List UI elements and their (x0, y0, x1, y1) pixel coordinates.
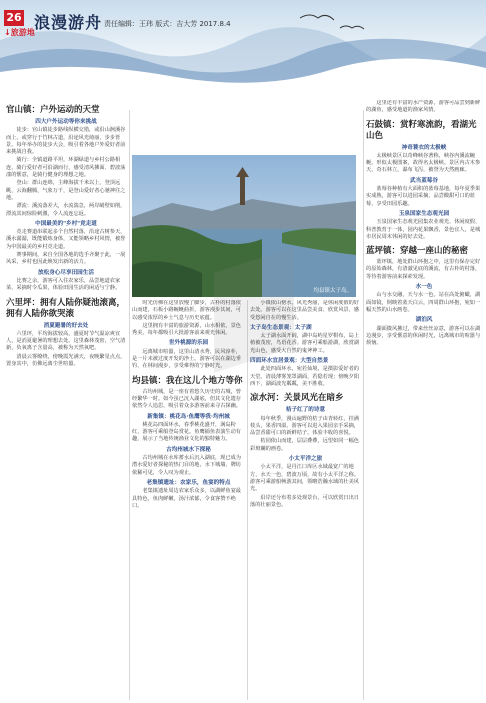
paragraph: 小镇依山傍水，风光秀丽，是休闲度假的好去处。游客可以在这里品尝美食、欣赏风景，感受悠闲自在的慢生活。 (250, 300, 359, 321)
article-title: 凉水河：关景风光在暗乡 (250, 393, 344, 404)
paragraph: 玉泉国家生态观光园集农业观光、休闲度假、科普教育于一体，园内花果飘香，景色宜人，是城市居民周末休闲的好去处。 (366, 219, 481, 240)
article-title: 六里坪：拥有人陆你疑池滚离，拥有人陆你欲哭滚 (6, 297, 126, 319)
paragraph: 桔园依山而建，层层叠叠，远望如同一幅色彩斑斓的画卷。 (250, 438, 359, 452)
subheading: 桔子红了的诗意 (285, 407, 326, 414)
column-1 (6, 100, 126, 700)
subheading: 玉泉国家生态观光园 (398, 210, 450, 217)
article-title: 石鼓镇：赏籽寒流韵，看湖光山色 (366, 119, 477, 141)
paragraph: 蓝莓谷种植有大面积的蓝莓基地，每年夏季果实成熟，游客可以进园采摘，品尝酸甜可口的蓝莓，享受田园乐趣。 (366, 186, 481, 207)
column-3 (250, 300, 361, 700)
column-divider (129, 110, 130, 700)
article-title: 蓝坪镇：穿越一座山的秘密 (366, 246, 469, 257)
subheading: 放松身心尽享田园生活 (38, 269, 94, 276)
paragraph: 清晨云雾缭绕，傍晚霞光满天，夜晚繁星点点，置身其中，仿佛远离尘世喧嚣。 (6, 353, 126, 368)
section-label: ↓旅游地 (4, 28, 35, 37)
subheading: 小太平洋之旅 (288, 456, 323, 463)
subheading: 四面环水宜居景观：大型自然景 (250, 358, 329, 365)
paragraph: 桃花岛四面环水，春季桃花盛开，满岛粉红，游客可乘船登岛赏花。鱼鹰捕鱼表演生动有趣，展示了当地传统渔业文化的独特魅力。 (132, 421, 241, 443)
paragraph: 这里拥有丰富的旅游资源，山水相依，景色秀美，每年都吸引大批游客前来观光休闲。 (132, 322, 241, 337)
paragraph: 此处四面环水，宛若仙境，是摄影爱好者的天堂。清晨薄雾笼罩湖面，若隐若现；傍晚夕阳西下，湖面波光粼粼，美不胜收。 (250, 366, 359, 387)
subheading: 太子岛生态景观：太子湖 (250, 324, 312, 331)
subheading: 老集镇遗址：农家乐，鱼宴的特点 (146, 479, 231, 486)
paragraph: 湖面微风拂过，带来丝丝凉意，游客可以在湖边漫步，享受惬意的休闲时光，远离城市的喧嚣与烦恼。 (366, 325, 481, 347)
photo-caption: 均县镇太子岛。 (313, 288, 352, 294)
paragraph: 赛事期间，来自全国各地的选手齐聚于此，一展风采，乡村也因此焕发出新的活力。 (6, 252, 126, 266)
paragraph: 这里还有丰富的水产资源，游客可品尝到新鲜的湖鱼，感受地道的渔家风情。 (366, 100, 481, 114)
paragraph: 山与水交融，天与水一色。站在高处俯瞰，湖面如镜，倒映着蓝天白云，四周群山环抱，宛如一幅天然的山水画卷。 (366, 292, 481, 313)
page-header (0, 0, 486, 92)
paragraph: 小太平洋，是丹江口库区水域最宽广的地方，水天一色，碧波万顷，故有小太平洋之称。游客可乘游船畅游其间，领略浩瀚水域的壮美风光。 (250, 464, 359, 493)
column-divider (363, 110, 364, 700)
paragraph: 古均州城，是一座有着悠久历史的古城，曾经繁华一时。如今虽已沉入湖底，但其文化遗存依然令人追思，吸引着众多游客前来寻古探幽。 (132, 388, 241, 410)
subheading: 中国最美的"乡村"竞走道 (35, 220, 97, 227)
subheading: 武当蓝莓谷 (410, 177, 438, 184)
subheading: 消夏避暑的好去处 (43, 322, 89, 329)
paragraph: 徒步：官山镇徒步路线纵横交错，或沿山涧溪谷而上，或穿行于竹林古道，沿途风光绮丽，步步皆景。每年举办的徒步大会，吸引着各地户外爱好者前来挑战自我。 (6, 127, 126, 156)
paragraph: 古均州城在水库蓄水后沉入湖底，现已成为潜水爱好者探秘的热门目的地，水下城墙、牌坊依稀可见，令人叹为观止。 (132, 455, 241, 476)
page-number: 26 (4, 10, 24, 26)
paragraph: 登山：群山连绵，主峰海拔千米以上，登顶远眺，云海翻腾，气象万千，是登山爱好者心驰神往之地。 (6, 180, 126, 201)
subheading: 古均州城水下探秘 (166, 446, 211, 453)
subheading: 湖泊风 (415, 317, 433, 324)
paragraph: 漂流：溪流落差大，水流湍急，两岸峭壁如削，漂流其间惊险刺激，令人流连忘返。 (6, 203, 126, 217)
paragraph: 蓝坪镇，地处群山环抱之中，这里有保存完好的原始森林，有清澈见底的溪流，有古朴的村落，等待着游客前来探索发现。 (366, 259, 481, 280)
brand-title: 浪漫游舟 (34, 13, 103, 32)
article-title: 均县镇：我在这儿个地方等你 (132, 375, 243, 386)
paragraph: 竞走赛道串联起多个自然村落，沿途古树参天，溪水潺潺，既能锻炼身体，又能领略乡村风情，被誉为中国最美的乡村竞走道。 (6, 229, 126, 250)
column-4 (366, 100, 482, 700)
subheading: 水一色 (415, 284, 433, 291)
paragraph: 远离城市喧嚣，这里山清水秀，民风淳朴，是一片未被过度开发的净土。游客可以在湖边垂钓、在林间漫步，享受难得的宁静时光。 (132, 348, 241, 370)
paragraph: 比赛之余，游客可入住农家乐，品尝地道农家菜，采摘时令瓜果，体验田园生活的闲适与宁静。 (6, 277, 121, 292)
paragraph: 六里坪，平均海拔较高，盛夏时节气温凉爽宜人，是消夏避暑的理想去处。这里森林茂密，空气清新，负氧离子含量高，被称为天然氧吧。 (6, 330, 126, 352)
paragraph: 骑行：全镇道路平坦，环湖绿道与乡村公路相连，骑行爱好者可沿湖而行，感受清风拂面、碧波荡漾的惬意，是骑行健身的理想之地。 (6, 157, 126, 179)
paragraph: 沿岸还分布着多处观景台，可以欣赏日出日落的壮丽景色。 (250, 494, 359, 508)
paragraph: 太子湖水面开阔，湖中岛屿星罗棋布，岛上植被茂密，鸟语花香。游客可乘船游湖，欣赏湖光山色，感受大自然的鬼斧神工。 (250, 333, 359, 354)
subheading: 四大户外运动等你来挑战 (35, 119, 97, 125)
subheading: 新集镇：桃花岛·鱼鹰等我·均州城 (147, 413, 230, 420)
editor-meta: 责任编辑：王玮 版式：吉大芳 2017.8.4 (104, 20, 231, 28)
column-2 (132, 300, 245, 700)
article-title: 官山镇：户外运动的天堂 (6, 105, 100, 115)
subheading: 世外桃源的乐园 (168, 340, 209, 347)
paragraph: 每年秋季，漫山遍野的桔子由青转红，挂满枝头，果香四溢。游客可以进入果园亲手采摘，品尝香甜可口的新鲜桔子，体验丰收的喜悦。 (250, 415, 359, 437)
subheading: 神奇蓑衣的太极峡 (401, 144, 447, 151)
paragraph: 时光仿佛在这里放慢了脚步，古朴的村落依山而建，石板小路蜿蜒曲折，游客漫步其间，可以感受浓厚的乡土气息与历史底蕴。 (132, 300, 241, 321)
paragraph: 太极峡景区以奇峰峡谷著称，峡谷内溪流蜿蜒，形似太极图案，故得名太极峡。景区内古木参天，奇石林立，瀑布飞泻，被誉为天然画廊。 (366, 152, 481, 174)
paragraph: 老集镇遗址周边农家乐众多，以湖鲜鱼宴最具特色，鱼肉鲜嫩，汤汁浓郁，令食客赞不绝口。 (132, 488, 241, 509)
